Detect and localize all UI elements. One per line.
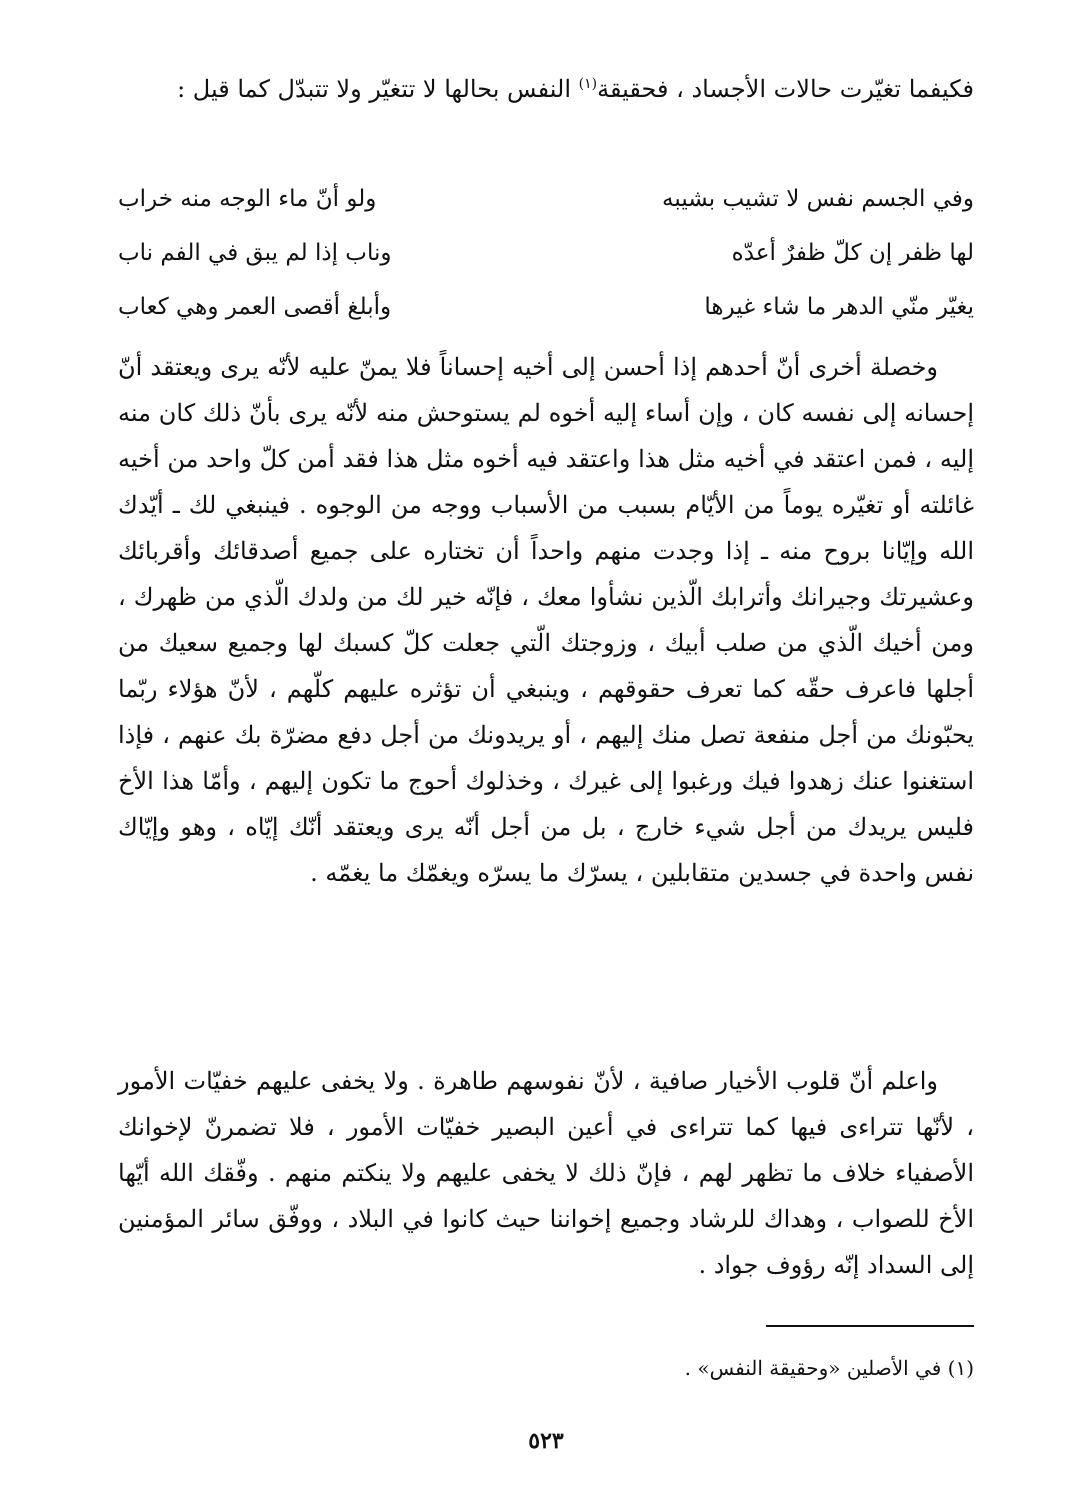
poem-verse bbox=[118, 226, 974, 280]
intro-text-start: فكيفما تغيّرت حالات الأجساد ، فحقيقة bbox=[597, 75, 974, 103]
verse-second-hemistich: وناب إذا لم يبق في الفم ناب bbox=[118, 240, 392, 266]
poem bbox=[118, 172, 974, 334]
body-paragraph: وخصلة أخرى أنّ أحدهم إذا أحسن إلى أخيه إحساناً فلا يمنّ عليه لأنّه يرى ويعتقد أنّ إحسانه إلى نفسه كان ، وإن أساء إليه أخوه لم يستوحش منه لأنّه يرى بأنّ ذلك كان منه إليه ، فمن اعتقد في أخيه مثل هذا واعتقد فيه أخوه مثل هذا فقد أمن كلّ واحد من أخيه غائلته أو تغيّره يوماً من الأيّام بسبب من الأسباب ووجه من الوجوه . فينبغي لك ـ أيّدك الله وإيّانا بروح منه ـ إذا وجدت منهم واحداً أن تختاره على جميع أصدقائك وأقربائك وعشيرتك وجيرانك وأترابك الّذين نشأوا معك ، فإنّه خير لك من ولدك الّذي من ظهرك ، ومن أخيك الّذي من صلب أبيك ، وزوجتك الّتي جعلت كلّ كسبك لها وجميع سعيك من أجلها فاعرف حقّه كما تعرف حقوقهم ، وينبغي أن تؤثره عليهم كلّهم ، لأنّ هؤلاء ربّما يحبّونك من أجل منفعة تصل منك إليهم ، أو يريدونك من أجل دفع مضرّة بك عنهم ، فإذا استغنوا عنك زهدوا فيك ورغبوا إلى غيرك ، وخذلوك أحوج ما تكون إليهم ، وأمّا هذا الأخ فليس يريدك من أجل شيء خارج ، بل من أجل أنّه يرى ويعتقد أنّك إيّاه ، وهو وإيّاك نفس واحدة في جسدين متقابلين ، يسرّك ما يسرّه ويغمّك ما يغمّه . bbox=[118, 353, 974, 887]
footnote: (١) في الأصلين «وحقيقة النفس» . bbox=[684, 1356, 974, 1380]
intro-paragraph bbox=[118, 66, 974, 112]
page-number: ٥٢٣ bbox=[528, 1428, 564, 1454]
footnote-reference[interactable]: (١) bbox=[578, 76, 598, 92]
body-paragraph: واعلم أنّ قلوب الأخيار صافية ، لأنّ نفوسهم طاهرة . ولا يخفى عليهم خفيّات الأمور ، لأنّها تتراءى فيها كما تتراءى في أعين البصير خفيّات الأمور ، فلا تضمرنّ لإخوانك الأصفياء خلاف ما تظهر لهم ، فإنّ ذلك لا يخفى عليهم ولا ينكتم منهم . وفّقك الله أيّها الأخ للصواب ، وهداك للرشاد وجميع إخواننا حيث كانوا في البلاد ، ووفّق سائر المؤمنين إلى السداد إنّه رؤوف جواد . bbox=[118, 1067, 974, 1279]
poem-verse bbox=[118, 172, 974, 226]
intro-text-end: النفس بحالها لا تتغيّر ولا تتبدّل كما قيل : bbox=[177, 75, 579, 103]
verse-second-hemistich: ولو أنّ ماء الوجه منه خراب bbox=[118, 186, 377, 212]
footnote-divider bbox=[766, 1325, 974, 1327]
verse-first-hemistich: يغيّر منّي الدهر ما شاء غيرها bbox=[704, 294, 974, 320]
poem-verse bbox=[118, 280, 974, 334]
verse-second-hemistich: وأبلغ أقصى العمر وهي كعاب bbox=[118, 294, 392, 320]
verse-first-hemistich: وفي الجسم نفس لا تشيب بشيبه bbox=[662, 186, 974, 212]
verse-first-hemistich: لها ظفر إن كلّ ظفرٌ أعدّه bbox=[731, 240, 974, 266]
